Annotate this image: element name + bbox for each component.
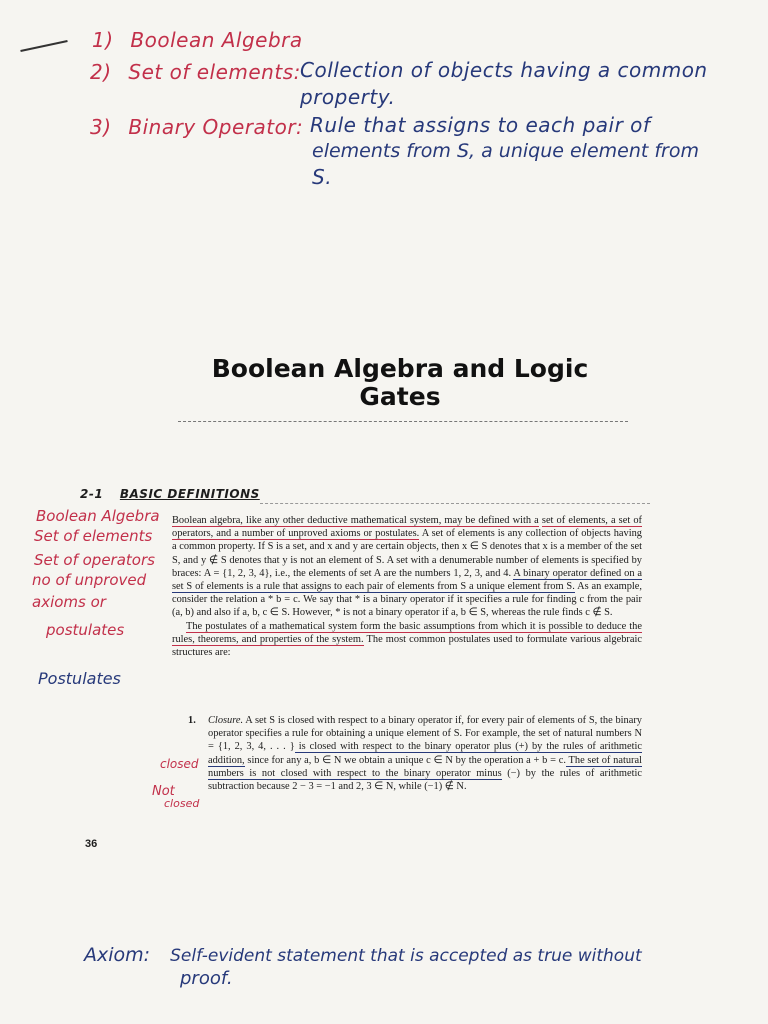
- note-3-text: Rule that assigns to each pair of: [310, 113, 651, 137]
- margin-note-set-of-operators: Set of operators: [34, 551, 155, 569]
- list-item-not-closed-statement: The set of natural numbers is not closed with respect to the binary operator minus: [208, 754, 642, 779]
- note-3-label-line: [90, 115, 303, 139]
- axiom-continuation: proof.: [180, 968, 233, 989]
- paragraph-1-sentence-3: set of elements is any collection of objects having a common property. If S is a set, and x and y are certain objects, then x ∈ S denotes that x is a member of the set S, and y ∉ S denotes that y is not an element of S. A set with a denumerable number of elements is specified by braces: A = {1, 2, 3, 4}, i.e., the elements of set A are the numbers 1, 2, 3, and 4.: [172, 528, 642, 579]
- section-title: BASIC DEFINITIONS: [119, 487, 260, 501]
- list-item-number: 1.: [188, 715, 196, 726]
- section-divider: [260, 503, 650, 504]
- paragraph-1-sentence-1: Boolean algebra, like any other deductive mathematical system, may be defined with a: [172, 515, 539, 526]
- margin-note-closed: closed: [160, 757, 199, 771]
- list-item-sentence-3: since for any a, b ∈ N we obtain a unique c ∈ N by the operation a + b = c.: [244, 754, 566, 766]
- title-divider: [178, 421, 628, 422]
- note-2-label: Set of elements:: [128, 60, 301, 84]
- body-text: [172, 514, 642, 659]
- list-item-title: Closure.: [208, 715, 244, 726]
- margin-note-closed-2: closed: [164, 797, 200, 810]
- note-1: [92, 28, 303, 52]
- paragraph-1-fragment: A: [419, 528, 429, 540]
- note-1-number: 1): [92, 28, 114, 52]
- note-3-continuation-2: S.: [312, 165, 333, 189]
- paragraph-2-sentence-1: The postulates of a mathematical system form the basic assumptions from which it is possible to deduce the rules, theorems, and properties of the system.: [172, 620, 642, 645]
- note-3-label: Binary Operator:: [128, 115, 304, 139]
- axiom-text: Self-evident statement that is accepted as true without: [170, 946, 642, 966]
- section-heading: [80, 487, 260, 501]
- margin-note-set-of-elements: Set of elements: [34, 527, 153, 545]
- chapter-title-line-2: Gates: [359, 382, 441, 411]
- note-2-text: Collection of objects having a common: [300, 58, 708, 82]
- list-item-sentence-5: (−) by the rules of arithmetic subtraction because 2 − 3 = −1 and 2, 3 ∈ N, while (−1) ∉ N.: [208, 767, 642, 793]
- note-3-number: 3): [90, 115, 112, 139]
- pen-stroke: [20, 40, 67, 52]
- list-item-sentence-1: A set S is closed with respect to a binary operator if, for every pair of elements of S, the binary operator specifies a rule for obtaining a unique element of S. For example, the set of natural numbers N = {1, 2, 3, 4, . . . }: [208, 715, 642, 753]
- paragraph-2: [172, 620, 642, 660]
- paragraph-1-sentence-2: set of elements, a set of operators, and a number of unproved axioms or postulates.: [172, 515, 642, 540]
- margin-note-not: Not: [152, 784, 175, 799]
- margin-note-axioms-or: axioms or: [32, 593, 106, 611]
- axiom-label: Axiom:: [84, 944, 151, 966]
- list-item-closed-statement: is closed with respect to the binary operator plus (+) by the rules of arithmetic addition,: [208, 741, 642, 766]
- axiom-note: [84, 944, 642, 966]
- margin-note-no-unproved: no of unproved: [32, 571, 147, 589]
- postulate-list-item: [188, 714, 642, 793]
- section-number: 2-1: [80, 487, 104, 501]
- note-2-number: 2): [90, 60, 112, 84]
- paragraph-1-binary-operator-definition: A binary operator defined on a set S of elements is a rule that assigns to each pair of elements from S a unique element from S.: [172, 567, 642, 593]
- margin-note-postulates: postulates: [46, 621, 125, 639]
- margin-note-boolean-algebra: Boolean Algebra: [36, 507, 160, 525]
- margin-note-postulates-blue: Postulates: [38, 669, 121, 688]
- note-2-continuation: property.: [300, 85, 396, 109]
- chapter-title: [150, 355, 650, 411]
- paragraph-2-sentence-2: The most common postulates used to formulate various algebraic structures are:: [172, 633, 642, 659]
- list-item-body: [208, 714, 642, 793]
- chapter-title-line-1: Boolean Algebra and Logic: [211, 354, 589, 383]
- paragraph-1: [172, 514, 642, 620]
- note-2-label-line: [90, 60, 301, 84]
- paragraph-1-sentence-5: As an example, consider the relation a * b = c. We say that * is a binary operator if it specifies a rule for finding c from the pair (a, b) and also if a, b, c ∈ S. However, * is not a binary operator if a, b ∈ S, whereas the rule finds c ∉ S.: [172, 581, 642, 619]
- page-number: 36: [85, 838, 98, 850]
- note-3-continuation: elements from S, a unique element from: [312, 140, 699, 162]
- note-1-text: Boolean Algebra: [130, 28, 303, 52]
